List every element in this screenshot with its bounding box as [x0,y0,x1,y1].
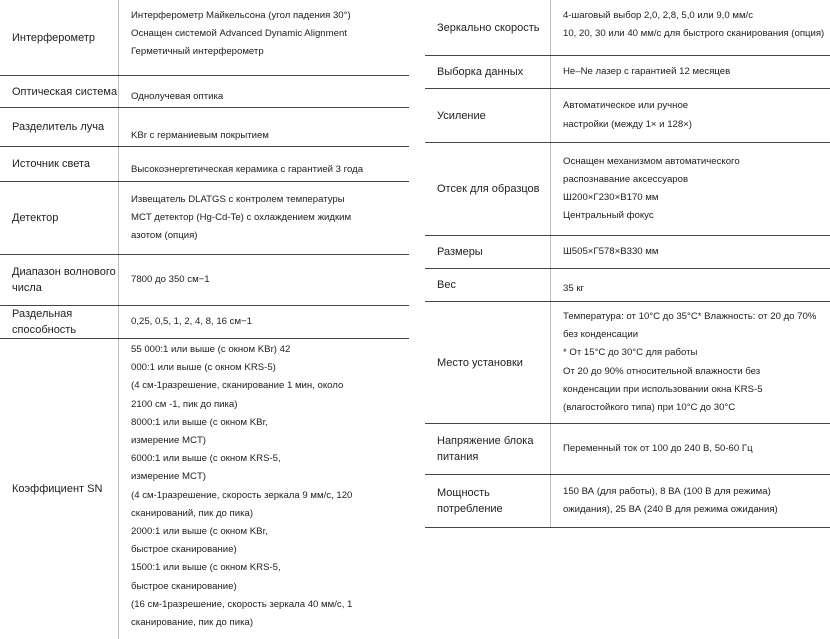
spec-row-optics [0,76,409,108]
spec-value [550,302,830,423]
value-line: ожидания), 25 ВА (240 В для режима ожидания) [563,504,778,515]
spec-label: Вес [437,279,456,291]
value-line: Высокоэнергетическая керамика с гарантией 3 года [131,163,364,175]
spec-row-weight [425,269,830,302]
value-line: Ш200×Г230×В170 мм [563,192,659,203]
spec-value [550,89,830,142]
spec-value [118,339,409,639]
value-line: * От 15°C до 30°C для работы [563,347,698,359]
spec-value [118,108,409,146]
value-line: 000:1 или выше (с окном KRS-5) [131,362,276,374]
value-line: сканирование, пик до пика) [131,617,254,629]
value-line: He–Ne лазер с гарантией 12 месяцев [563,65,731,77]
spec-label: Интерферометр [12,31,96,44]
value-line: Оснащен механизмом автоматического [563,155,740,167]
value-line: Ш505×Г578×В330 мм [563,245,659,257]
spec-row-gain [425,89,830,143]
spec-row-voltage [425,424,830,475]
spec-row-power [425,475,830,528]
spec-value [550,143,830,235]
value-line: (4 см-1разрешение, сканирование 1 мин, около [131,380,344,392]
spec-value [118,147,409,181]
value-line: 4-шаговый выбор 2,0, 2,8, 5,0 или 9,0 мм/с [563,10,754,21]
spec-label: Размеры [437,246,483,258]
spec-label: Разделитель луча [12,121,105,133]
value-line: измерение MCT) [131,435,206,447]
spec-row-sample-compartment [425,143,830,236]
value-line: конденсации при использовании окна KRS-5 [563,383,763,395]
spec-label: Усиление [437,109,486,122]
spec-value [550,475,830,527]
spec-label: Диапазон волнового числа [12,266,116,294]
value-line: (4 см-1разрешение, скорость зеркала 9 мм/с, 120 [131,489,353,501]
spec-row-dimensions [425,236,830,269]
spec-label: Выборка данных [437,66,524,78]
value-line: 150 ВА (для работы), 8 ВА (100 В для режима) [563,485,771,497]
spec-label: Оптическая система [12,85,118,98]
spec-value [118,306,409,338]
value-line: измерение MCT) [131,471,206,483]
spec-row-sampling [425,56,830,89]
value-line: Температура: от 10°C до 35°C* Влажность: от 20 до 70% [563,310,817,322]
spec-value [118,0,409,75]
spec-label: Отсек для образцов [437,183,540,195]
spec-row-mirror-speed [425,0,830,56]
value-line: 2100 см -1, пик до пика) [131,398,238,410]
value-line: распознавание аксессуаров [563,173,689,185]
value-line: Переменный ток от 100 до 240 В, 50-60 Гц [563,442,753,454]
value-line: MCT детектор (Hg-Cd-Te) с охлаждением жидким [131,211,352,223]
spec-label: Источник света [12,158,91,170]
value-line: 55 000:1 или выше (с окном KBr) 42 [131,344,291,355]
spec-row-source [0,147,409,182]
spec-label: Зеркально скорость [437,21,540,34]
value-line: быстрое сканирование) [131,580,237,592]
value-line: KBr с германиевым покрытием [131,129,269,141]
spec-label: Раздельная способность [12,308,77,336]
spec-value [550,236,830,268]
value-line: Герметичный интерферометр [131,46,264,58]
spec-value [550,56,830,88]
value-line: без конденсации [563,329,639,341]
spec-label: Напряжение блока питания [437,435,534,463]
value-line: (16 см-1разрешение, скорость зеркала 40 мм/с, 1 [131,598,353,610]
value-line: азотом (опция) [131,230,198,242]
spec-row-range [0,255,409,306]
value-line: Центральный фокус [563,210,654,222]
value-line: 35 кг [563,282,585,294]
value-line: Интерферометр Майкельсона (угол падения 30°) [131,10,351,21]
spec-label: Коэффициент SN [12,483,103,495]
value-line: От 20 до 90% относительной влажности без [563,365,761,377]
spec-value [550,269,830,301]
spec-value [550,424,830,474]
value-line: Оснащен системой Advanced Dynamic Alignment [131,28,347,40]
value-line: 6000:1 или выше (с окном KRS-5, [131,453,281,465]
spec-row-interferometer [0,0,409,76]
value-line: настройки (между 1× и 128×) [563,118,693,130]
spec-row-beamsplitter [0,108,409,147]
value-line: (влагостойкого типа) при 10°C до 30°C [563,401,736,413]
spec-row-detector [0,182,409,255]
spec-label: Мощность потребление [437,487,503,515]
value-line: 1500:1 или выше (с окном KRS-5, [131,562,281,574]
spec-row-sn [0,339,409,639]
value-line: 7800 до 350 см−1 [131,273,210,285]
spec-value [550,0,830,55]
value-line: 8000:1 или выше (с окном KBr, [131,416,268,428]
value-line: Однолучевая оптика [131,90,224,102]
spec-label: Место установки [437,356,523,369]
value-line: 0,25, 0,5, 1, 2, 4, 8, 16 см−1 [131,315,253,327]
value-line: сканирований, пик до пика) [131,507,254,519]
spec-value [118,255,409,305]
spec-row-resolution [0,306,409,339]
spec-value [118,182,409,254]
value-line: 2000:1 или выше (с окном KBr, [131,526,268,538]
value-line: 10, 20, 30 или 40 мм/с для быстрого сканирования (опция) [563,28,825,40]
spec-value [118,76,409,107]
value-line: Извещатель DLATGS с контролем температуры [131,193,345,205]
spec-row-installation [425,302,830,424]
spec-label: Детектор [12,212,59,224]
value-line: быстрое сканирование) [131,544,237,556]
value-line: Автоматическое или ручное [563,100,689,112]
